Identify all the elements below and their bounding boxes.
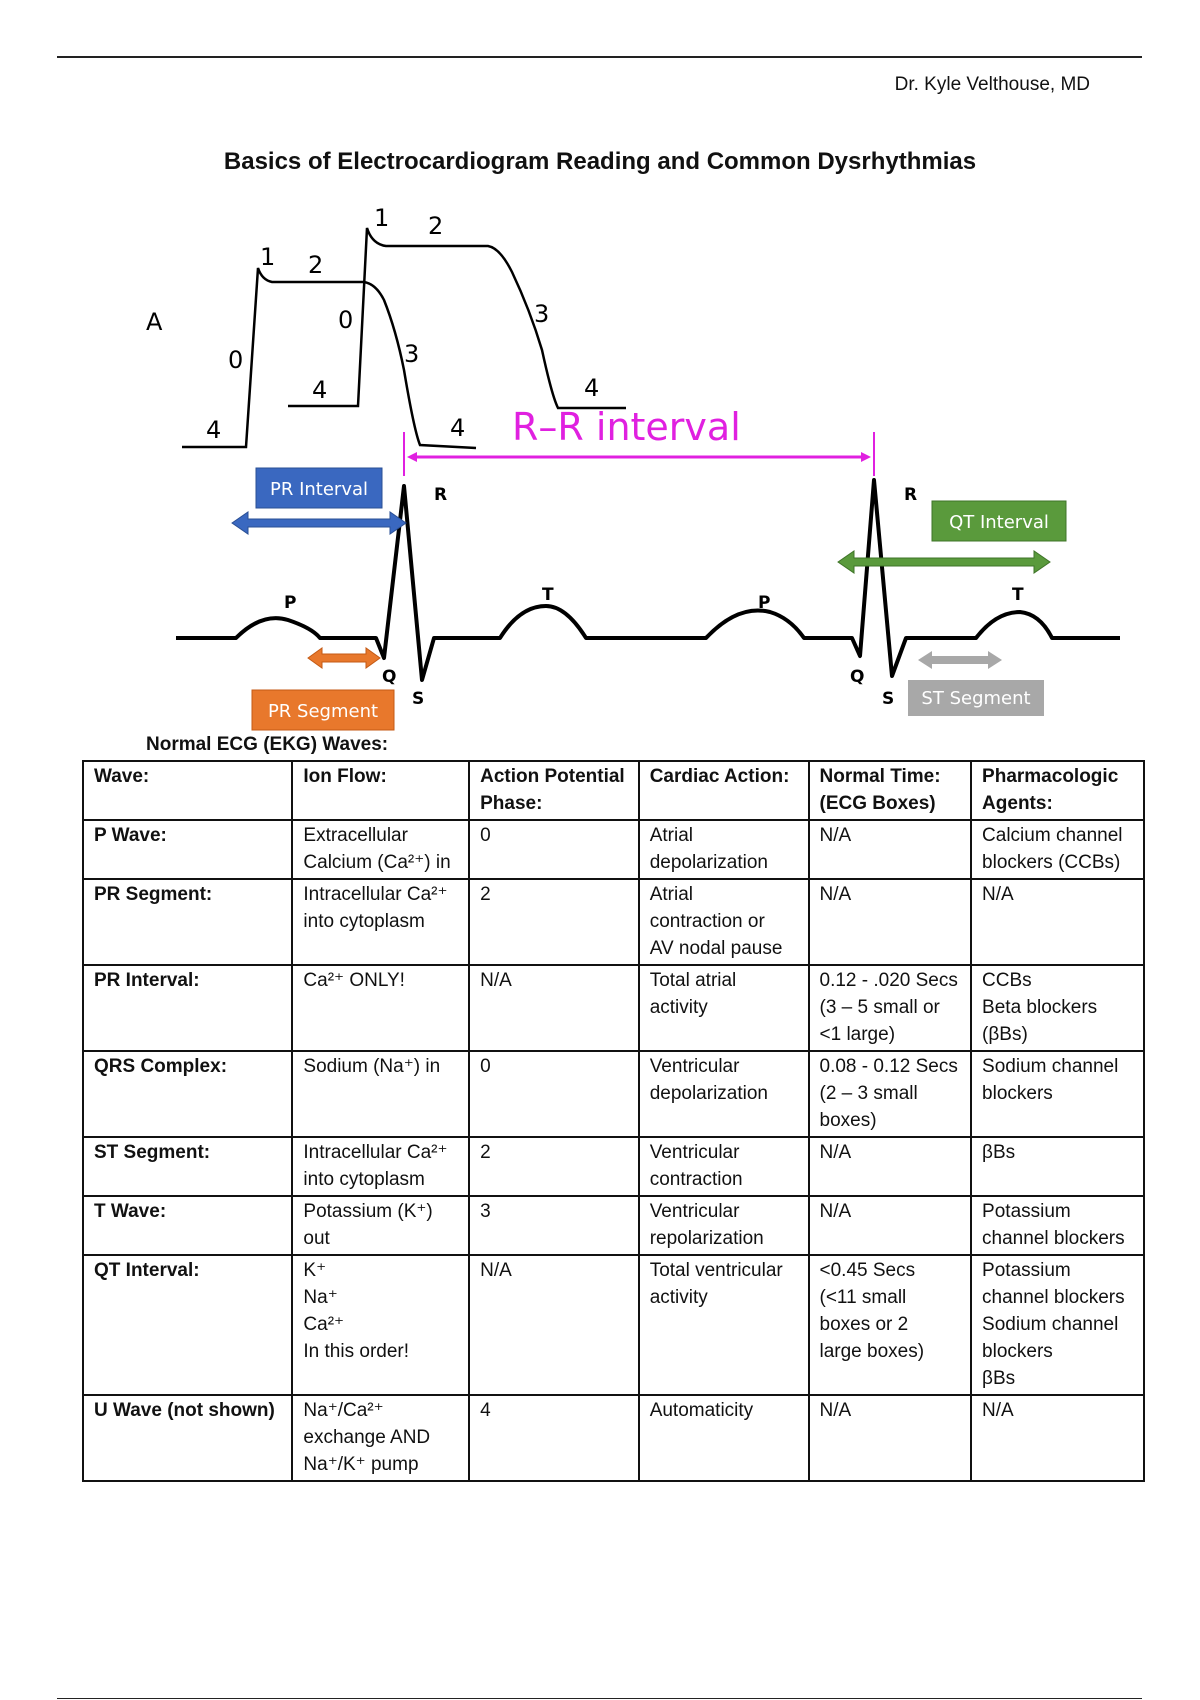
wave-name-cell: QRS Complex:	[83, 1051, 292, 1137]
table-row	[83, 1255, 1144, 1395]
cell-line: Potassium (K⁺)	[303, 1201, 433, 1222]
agents-cell	[971, 879, 1144, 965]
action-cell	[639, 1051, 809, 1137]
s-wave-label-2: S	[882, 689, 895, 709]
wave-name-cell: ST Segment:	[83, 1137, 292, 1196]
agents-cell	[971, 1196, 1144, 1255]
ventricular-phase-1: 1	[374, 204, 390, 232]
phase-cell: 2	[469, 1137, 639, 1196]
cell-line: βBs	[982, 1368, 1016, 1389]
atrial-action-potential-curve	[182, 268, 476, 448]
cell-line: N/A	[982, 884, 1014, 905]
cell-line: <1 large)	[819, 1024, 896, 1045]
ventricular-phase-2: 2	[428, 212, 444, 240]
author-name: Dr. Kyle Velthouse, MD	[894, 74, 1090, 95]
time-cell	[809, 1196, 972, 1255]
cell-line: Ca²⁺ ONLY!	[303, 970, 405, 991]
r-wave-label-2: R	[904, 485, 918, 505]
phase-cell: 0	[469, 820, 639, 879]
time-cell	[809, 1395, 972, 1481]
pr-interval-arrow	[232, 512, 406, 534]
table-row	[83, 965, 1144, 1051]
cell-line: Sodium (Na⁺) in	[303, 1056, 441, 1077]
agents-cell	[971, 1051, 1144, 1137]
ion-cell	[292, 820, 469, 879]
phase-cell: N/A	[469, 1255, 639, 1395]
pr-segment-arrow	[308, 648, 380, 668]
q-wave-label-1: Q	[382, 667, 397, 687]
action-cell	[639, 1395, 809, 1481]
cell-line: Potassium	[982, 1260, 1071, 1281]
cell-line: repolarization	[649, 1228, 764, 1249]
cell-line: <0.45 Secs	[819, 1260, 916, 1281]
cell-line: N/A	[819, 884, 852, 905]
cell-line: Sodium channel	[982, 1056, 1119, 1077]
cell-line: Intracellular Ca²⁺	[303, 1142, 448, 1163]
qt-interval-label: QT Interval	[949, 512, 1049, 533]
cell-line: Total atrial	[649, 970, 737, 991]
cell-line: contraction or	[649, 911, 765, 932]
phase-cell: 2	[469, 879, 639, 965]
cell-line: blockers	[982, 1341, 1053, 1362]
cell-line: Atrial	[649, 884, 693, 905]
pr-interval-label: PR Interval	[269, 479, 369, 500]
top-rule	[57, 56, 1142, 58]
cell-line: blockers	[982, 1083, 1053, 1104]
cell-line: Ventricular	[649, 1056, 740, 1077]
t-wave-label-1: T	[542, 585, 554, 605]
ion-cell	[292, 879, 469, 965]
cell-line: 0.08 - 0.12 Secs	[819, 1056, 958, 1077]
t-wave-label-2: T	[1012, 585, 1024, 605]
phase-cell: N/A	[469, 965, 639, 1051]
action-cell	[639, 820, 809, 879]
ion-cell	[292, 965, 469, 1051]
header-cell: Action Potential Phase:	[469, 761, 639, 820]
cell-line: activity	[649, 1287, 708, 1308]
time-cell	[809, 1137, 972, 1196]
action-cell	[639, 1196, 809, 1255]
cell-line: activity	[649, 997, 708, 1018]
cell-line: N/A	[819, 825, 852, 846]
cell-line: channel blockers	[982, 1287, 1125, 1308]
table-row	[83, 820, 1144, 879]
phase-cell: 3	[469, 1196, 639, 1255]
cell-line: Ventricular	[649, 1201, 740, 1222]
header-cell: Normal Time: (ECG Boxes)	[809, 761, 972, 820]
st-segment-label: ST Segment	[921, 688, 1031, 709]
time-cell	[809, 1255, 972, 1395]
cell-line: blockers (CCBs)	[982, 852, 1121, 873]
cell-line: K⁺	[303, 1260, 327, 1281]
time-cell	[809, 820, 972, 879]
wave-name-cell: PR Interval:	[83, 965, 292, 1051]
page-title: Basics of Electrocardiogram Reading and Common Dysrhythmias	[223, 148, 977, 175]
action-cell	[639, 879, 809, 965]
cell-line: into cytoplasm	[303, 911, 425, 932]
atrial-phase-4-left: 4	[206, 416, 222, 444]
atrial-phase-3: 3	[404, 340, 420, 368]
st-segment-arrow	[918, 651, 1002, 669]
cell-line: Potassium	[982, 1201, 1071, 1222]
cell-line: Na⁺/Ca²⁺	[303, 1400, 384, 1421]
rr-interval-label: R–R interval	[512, 405, 741, 449]
ventricular-phase-3: 3	[534, 300, 550, 328]
s-wave-label-1: S	[412, 689, 425, 709]
ecg-waves-table	[82, 760, 1145, 1482]
cell-line: N/A	[819, 1400, 852, 1421]
cell-line: Atrial	[649, 825, 693, 846]
cell-line: 0.12 - .020 Secs	[819, 970, 958, 991]
cell-line: (2 – 3 small	[819, 1083, 918, 1104]
wave-name-cell: T Wave:	[83, 1196, 292, 1255]
pr-segment-label: PR Segment	[267, 701, 379, 722]
q-wave-label-2: Q	[850, 667, 865, 687]
wave-name-cell: QT Interval:	[83, 1255, 292, 1395]
phase-cell: 0	[469, 1051, 639, 1137]
header-cell: Wave:	[83, 761, 292, 820]
cell-line: N/A	[819, 1142, 852, 1163]
time-cell	[809, 965, 972, 1051]
cell-line: contraction	[649, 1169, 743, 1190]
header-cell: Cardiac Action:	[639, 761, 809, 820]
p-wave-label-2: P	[758, 593, 771, 613]
ion-cell	[292, 1255, 469, 1395]
ecg-diagram	[0, 180, 1200, 740]
cell-line: Ca²⁺	[303, 1314, 345, 1335]
agents-cell	[971, 1255, 1144, 1395]
cell-line: Sodium channel	[982, 1314, 1119, 1335]
cell-line: Total ventricular	[649, 1260, 783, 1281]
agents-cell	[971, 1395, 1144, 1481]
cell-line: (3 – 5 small or	[819, 997, 940, 1018]
agents-cell	[971, 965, 1144, 1051]
cell-line: into cytoplasm	[303, 1169, 425, 1190]
wave-name-cell: U Wave (not shown)	[83, 1395, 292, 1481]
cell-line: Calcium (Ca²⁺) in	[303, 852, 451, 873]
wave-name-cell: PR Segment:	[83, 879, 292, 965]
table-row	[83, 879, 1144, 965]
cell-line: boxes or 2	[819, 1314, 909, 1335]
header-cell: Pharmacologic Agents:	[971, 761, 1144, 820]
cell-line: large boxes)	[819, 1341, 925, 1362]
panel-label: A	[146, 308, 163, 336]
cell-line: (βBs)	[982, 1024, 1028, 1045]
phase-cell: 4	[469, 1395, 639, 1481]
ion-cell	[292, 1137, 469, 1196]
r-wave-label-1: R	[434, 485, 448, 505]
cell-line: AV nodal pause	[649, 938, 783, 959]
action-cell	[639, 1137, 809, 1196]
wave-name-cell: P Wave:	[83, 820, 292, 879]
cell-line: depolarization	[649, 852, 768, 873]
header-cell: Ion Flow:	[292, 761, 469, 820]
cell-line: N/A	[982, 1400, 1014, 1421]
bottom-rule	[57, 1698, 1142, 1699]
cell-line: CCBs	[982, 970, 1032, 991]
time-cell	[809, 879, 972, 965]
cell-line: Beta blockers	[982, 997, 1098, 1018]
cell-line: Automaticity	[649, 1400, 754, 1421]
cell-line: boxes)	[819, 1110, 877, 1131]
atrial-phase-2: 2	[308, 251, 324, 279]
cell-line: exchange AND	[303, 1427, 431, 1448]
cell-line: Na⁺	[303, 1287, 338, 1308]
cell-line: In this order!	[303, 1341, 410, 1362]
p-wave-label-1: P	[284, 593, 297, 613]
cell-line: Intracellular Ca²⁺	[303, 884, 448, 905]
action-cell	[639, 965, 809, 1051]
table-header-row	[83, 761, 1144, 820]
ventricular-phase-4-left: 4	[312, 376, 328, 404]
cell-line: βBs	[982, 1142, 1016, 1163]
cell-line: out	[303, 1228, 330, 1249]
agents-cell	[971, 820, 1144, 879]
table-row	[83, 1137, 1144, 1196]
time-cell	[809, 1051, 972, 1137]
ventricular-phase-0: 0	[338, 306, 354, 334]
cell-line: Ventricular	[649, 1142, 740, 1163]
table-row	[83, 1196, 1144, 1255]
atrial-phase-4-right: 4	[450, 414, 466, 442]
cell-line: Na⁺/K⁺ pump	[303, 1454, 419, 1475]
table-row	[83, 1051, 1144, 1137]
ventricular-phase-4-right: 4	[584, 374, 600, 402]
action-cell	[639, 1255, 809, 1395]
cell-line: N/A	[819, 1201, 852, 1222]
ion-cell	[292, 1051, 469, 1137]
table-row	[83, 1395, 1144, 1481]
ion-cell	[292, 1395, 469, 1481]
cell-line: Extracellular	[303, 825, 408, 846]
atrial-phase-1: 1	[260, 243, 276, 271]
cell-line: Calcium channel	[982, 825, 1123, 846]
atrial-phase-0: 0	[228, 346, 244, 374]
cell-line: depolarization	[649, 1083, 768, 1104]
table-caption: Normal ECG (EKG) Waves:	[146, 734, 389, 755]
cell-line: channel blockers	[982, 1228, 1125, 1249]
ion-cell	[292, 1196, 469, 1255]
cell-line: (<11 small	[819, 1287, 907, 1308]
agents-cell	[971, 1137, 1144, 1196]
